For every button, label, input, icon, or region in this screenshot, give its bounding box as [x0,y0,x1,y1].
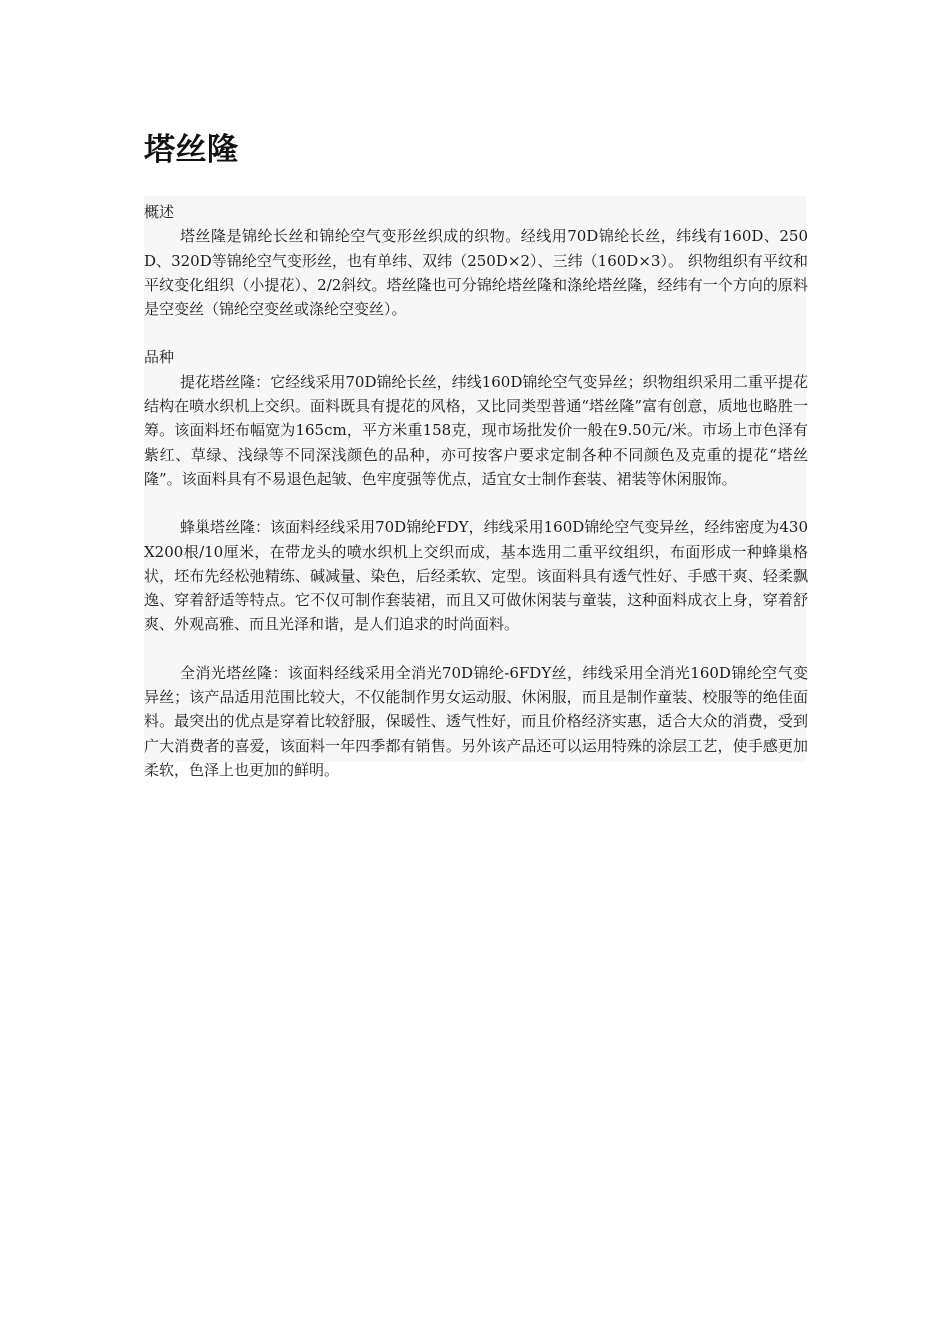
paragraph-full-dull: 全消光塔丝隆：该面料经线采用全消光70D锦纶-6FDY丝，纬线采用全消光160D锦纶空气变异丝；该产品适用范围比较大，不仅能制作男女运动服、休闲服，而且是制作童装、校服等的绝佳面料。最突出的优点是穿着比较舒服，保暖性、透气性好，而且价格经济实惠，适合大众的消费，受到广大消费者的喜爱，该面料一年四季都有销售。另外该产品还可以运用特殊的涂层工艺，使手感更加柔软，色泽上也更加的鲜明。 [144,663,808,779]
paragraph-honeycomb: 蜂巢塔丝隆：该面料经线采用70D锦纶FDY，纬线采用160D锦纶空气变异丝，经纬密度为430X200根/10厘米，在带龙头的喷水织机上交织而成，基本选用二重平纹组织，布面形成一种蜂巢格状，坯布先经松弛精练、碱减量、染色，后经柔软、定型。该面料具有透气性好、手感干爽、轻柔飘逸、穿着舒适等特点。它不仅可制作套装裙，而且又可做休闲装与童装，这种面料成衣上身，穿着舒爽、外观高雅、而且光泽和谐，是人们追求的时尚面料。 [144,518,808,634]
section-heading-varieties: 品种 [144,348,175,367]
article-body [144,200,808,782]
paragraph-jacquard: 提花塔丝隆：它经线采用70D锦纶长丝，纬线160D锦纶空气变异丝；织物组织采用二重平提花结构在喷水织机上交织。面料既具有提花的风格，又比同类型普通“塔丝隆”富有创意，质地也略胜一筹。该面料坯布幅宽为165cm，平方米重158克，现市场批发价一般在9.50元/米。市场上市色泽有紫红、草绿、浅绿等不同深浅颜色的品种，亦可按客户要求定制各种不同颜色及克重的提花“塔丝隆”。该面料具有不易退色起皱、色牢度强等优点，适宜女士制作套装、裙装等休闲服饰。 [144,372,808,488]
page-title: 塔丝隆 [144,132,239,168]
section-heading-overview: 概述 [144,203,175,221]
paragraph-overview: 塔丝隆是锦纶长丝和锦纶空气变形丝织成的织物。经线用70D锦纶长丝，纬线有160D、250D、320D等锦纶空气变形丝，也有单纬、双纬（250D×2）、三纬（160D×3）。 织物组织有平纹和平纹变化组织（小提花）、2/2斜纹。塔丝隆也可分锦纶塔丝隆和涤纶塔丝隆，经纬有一个方向的原料是空变丝（锦纶空变丝或涤纶空变丝）。 [144,227,808,319]
paragraph-spacer [144,491,808,515]
paragraph-spacer [144,321,808,345]
paragraph-spacer [144,637,808,661]
